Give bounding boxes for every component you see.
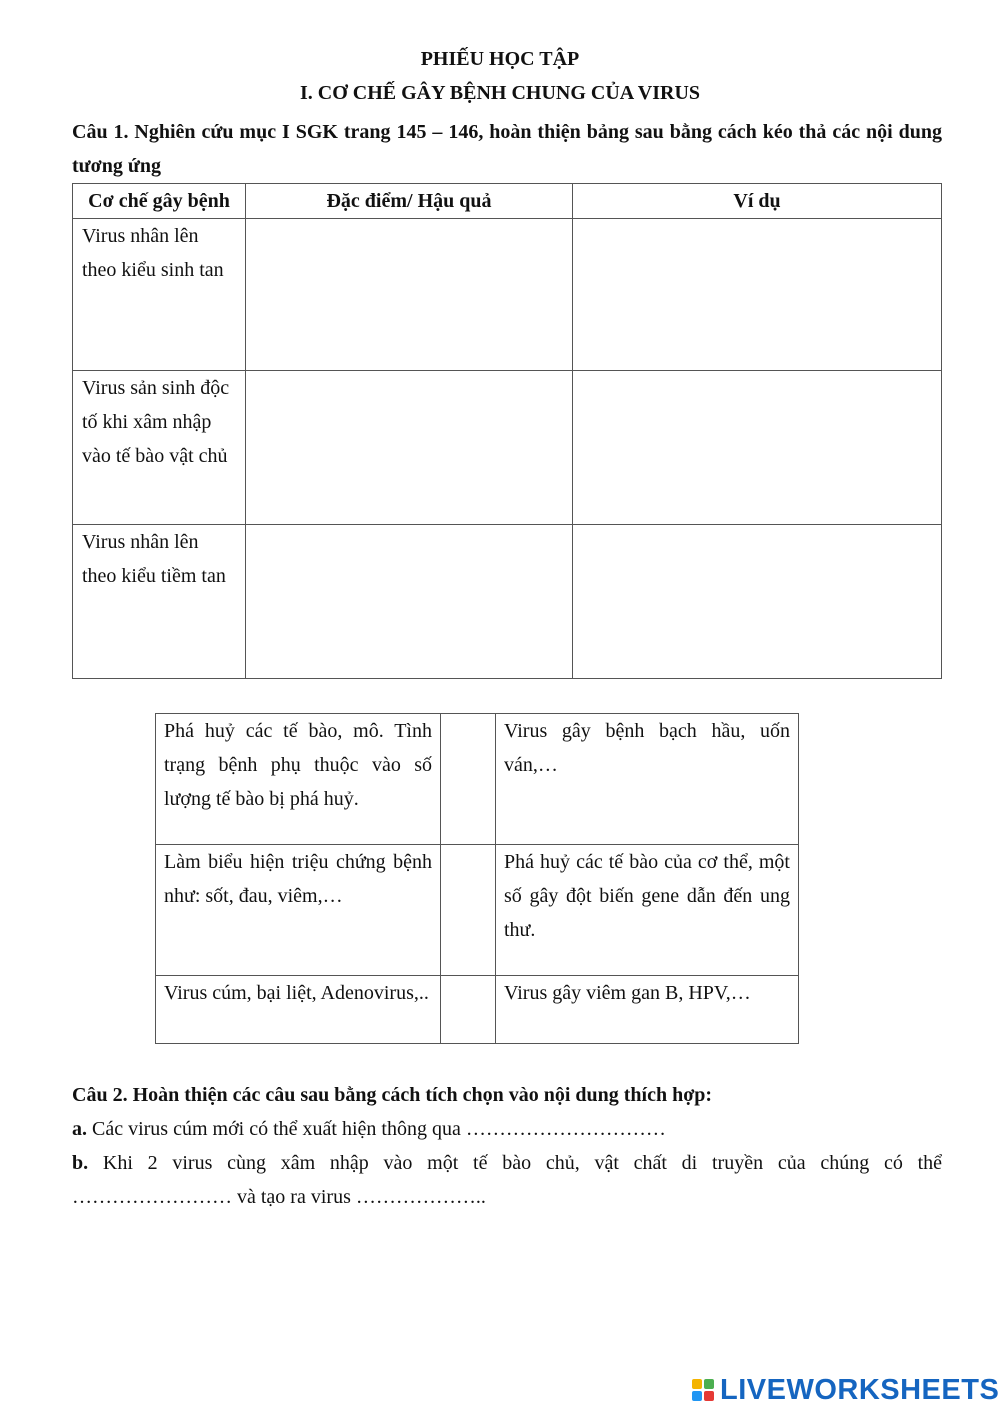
- mechanism-table-header: [73, 184, 942, 219]
- draggable-option[interactable]: Virus gây viêm gan B, HPV,…: [496, 976, 799, 1044]
- question-2b-line1: [72, 1146, 942, 1180]
- drop-zone-example[interactable]: [573, 219, 942, 371]
- logo-icon: [692, 1379, 714, 1401]
- header-characteristics: Đặc điểm/ Hậu quả: [246, 184, 573, 219]
- mechanism-cell: Virus sản sinh độc tố khi xâm nhập vào tế bào vật chủ: [73, 371, 246, 525]
- drop-zone-characteristics[interactable]: [246, 371, 573, 525]
- drop-zone-characteristics[interactable]: [246, 525, 573, 679]
- question-2a: [72, 1112, 666, 1146]
- drop-zone-example[interactable]: [573, 371, 942, 525]
- table-row: [73, 371, 942, 525]
- header-mechanism: Cơ chế gây bệnh: [73, 184, 246, 219]
- question-2b-text-line2[interactable]: …………………… và tạo ra virus ………………..: [72, 1186, 486, 1208]
- mechanism-cell: Virus nhân lên theo kiểu tiềm tan: [73, 525, 246, 679]
- spacer-cell: [441, 845, 496, 976]
- mechanism-table: [72, 183, 942, 679]
- table-row: [73, 219, 942, 371]
- spacer-cell: [441, 976, 496, 1044]
- logo-square: [692, 1379, 702, 1389]
- table-row: [156, 845, 799, 976]
- draggable-option[interactable]: Phá huỷ các tế bào của cơ thể, một số gây đột biến gene dẫn đến ung thư.: [496, 845, 799, 976]
- table-row: [156, 714, 799, 845]
- drop-zone-example[interactable]: [573, 525, 942, 679]
- draggable-options-table: [155, 713, 799, 1044]
- logo-square: [704, 1391, 714, 1401]
- spacer-cell: [441, 714, 496, 845]
- table-row: [156, 976, 799, 1044]
- drop-zone-characteristics[interactable]: [246, 219, 573, 371]
- header-examples: Ví dụ: [573, 184, 942, 219]
- question-2a-text[interactable]: Các virus cúm mới có thể xuất hiện thông qua …………………………: [87, 1118, 666, 1140]
- question-2b-label: b.: [72, 1152, 89, 1174]
- mechanism-cell: Virus nhân lên theo kiểu sinh tan: [73, 219, 246, 371]
- draggable-option[interactable]: Làm biểu hiện triệu chứng bệnh như: sốt, đau, viêm,…: [156, 845, 441, 976]
- section-heading: I. CƠ CHẾ GÂY BỆNH CHUNG CỦA VIRUS: [299, 82, 701, 104]
- logo-text: LIVEWORKSHEETS: [720, 1373, 1000, 1406]
- draggable-option[interactable]: Virus cúm, bại liệt, Adenovirus,..: [156, 976, 441, 1044]
- question-2a-label: a.: [72, 1118, 87, 1140]
- question-1-text: Câu 1. Nghiên cứu mục I SGK trang 145 – 146, hoàn thiện bảng sau bằng cách kéo thả các nội dung tương ứng: [72, 121, 942, 177]
- table-row: [73, 525, 942, 679]
- worksheet-title: PHIẾU HỌC TẬP: [420, 48, 580, 70]
- logo-square: [692, 1391, 702, 1401]
- draggable-option[interactable]: Phá huỷ các tế bào, mô. Tình trạng bệnh phụ thuộc vào số lượng tế bào bị phá huỷ.: [156, 714, 441, 845]
- question-2b-text-line1[interactable]: Khi 2 virus cùng xâm nhập vào một tế bào chủ, vật chất di truyền của chúng có thể: [88, 1152, 942, 1174]
- question-2b: [72, 1146, 942, 1214]
- question-2-title: Câu 2. Hoàn thiện các câu sau bằng cách tích chọn vào nội dung thích hợp:: [72, 1084, 713, 1106]
- liveworksheets-logo: [692, 1372, 999, 1408]
- logo-square: [704, 1379, 714, 1389]
- draggable-option[interactable]: Virus gây bệnh bạch hầu, uốn ván,…: [496, 714, 799, 845]
